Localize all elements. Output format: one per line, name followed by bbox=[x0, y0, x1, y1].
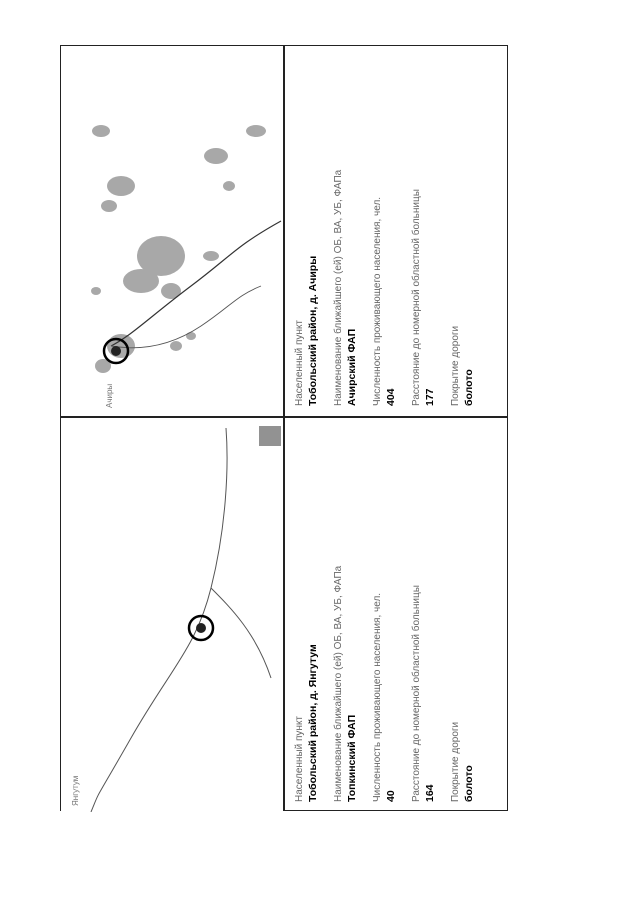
map-caption-achiry: Ачиры bbox=[105, 383, 114, 408]
settlement-table bbox=[60, 45, 508, 811]
facility-label: Наименование ближайшего (ей) ОБ, ВА, УБ, ФАПа bbox=[333, 169, 344, 406]
population-value: 404 bbox=[385, 388, 397, 406]
road-label: Покрытие дороги bbox=[450, 325, 461, 406]
facility-label: Наименование ближайшего (ей) ОБ, ВА, УБ, ФАПа bbox=[333, 565, 344, 802]
map-yangutum bbox=[61, 418, 283, 812]
facility-name: Ачирский ФАП bbox=[346, 328, 358, 406]
map-achiry-svg bbox=[61, 46, 283, 416]
population-value: 40 bbox=[385, 790, 397, 802]
distance-value: 164 bbox=[424, 784, 436, 802]
distance-value: 177 bbox=[424, 388, 436, 406]
population-label: Численность проживающего населения, чел. bbox=[372, 196, 383, 406]
settlement-name: Тобольский район, д. Ачиры bbox=[307, 255, 319, 406]
map-achiry bbox=[61, 46, 283, 416]
info-yangutum bbox=[285, 418, 509, 812]
settlement-label: Населенный пункт bbox=[294, 715, 305, 802]
info-achiry bbox=[285, 46, 509, 416]
map-yangutum-svg bbox=[61, 418, 283, 812]
road-value: болото bbox=[463, 765, 475, 802]
road-label: Покрытие дороги bbox=[450, 721, 461, 802]
map-caption-yangutum: Янгутум bbox=[71, 775, 80, 806]
facility-name: Топкинский ФАП bbox=[346, 714, 358, 802]
info-yangutum-content bbox=[285, 418, 509, 812]
distance-label: Расстояние до номерной областной больницы bbox=[411, 189, 422, 406]
distance-label: Расстояние до номерной областной больницы bbox=[411, 585, 422, 802]
population-label: Численность проживающего населения, чел. bbox=[372, 592, 383, 802]
road-value: болото bbox=[463, 369, 475, 406]
settlement-label: Населенный пункт bbox=[294, 319, 305, 406]
settlement-name: Тобольский район, д. Янгутум bbox=[307, 644, 319, 802]
info-achiry-content bbox=[285, 46, 509, 416]
